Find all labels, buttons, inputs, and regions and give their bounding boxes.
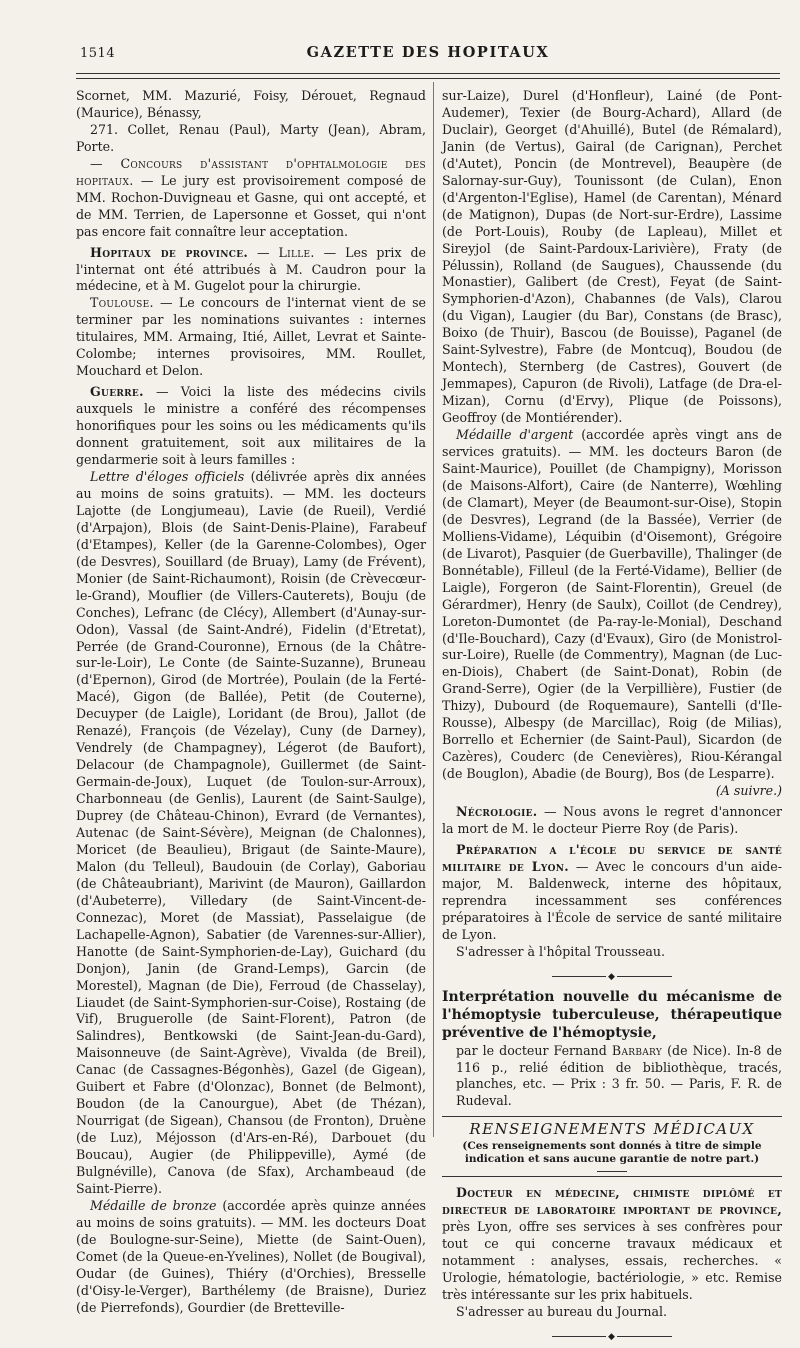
medaille-argent-heading: Médaille d'argent <box>456 427 574 443</box>
paragraph-names-continued: Scornet, MM. Mazurié, Foisy, Dérouet, Regnaud (Maurice), Bénassy, <box>76 88 426 120</box>
paragraph-guerre <box>76 384 426 469</box>
city-lille: Lille. <box>278 244 315 260</box>
renseignements-note: (Ces renseignements sont donnés à titre de simple indication et sans aucune garantie de notre part.) <box>462 1140 762 1166</box>
paragraph-bronze-continued: sur-Laize), Durel (d'Honfleur), Lainé (de Pont-Audemer), Texier (de Bourg-Achard), Allard (de Duclair), Georget (d'Ahuillé), Butel (de Rémalard), Janin (de Vertus), Gairal (de Carignan), Perchet (d'Autet), Poncin (de Montrevel), Beaupère (de Salornay-sur-Guy), Tounissont (de Culan), Enon (d'Argenton-l'Eglise), Hamel (de Carentan), Ménard (de Matignon), Dupas (de Nort-sur-Erdre), Lassime (de Port-Louis), Rouby (de Lapleau), Millet et Sireyjol (de Saint-Pardoux-Larivière), Fraty (de Pélussin), Rolland (de Saugues), Chaussende (du Monastier), Galibert (de Crest), Feyat (de Saint-Symphorien-d'Azon), Chabannes (de Vals), Clarou (du Vigan), Laugier (du Bar), Constans (de Brasc), Boixo (de Thuir), Bascou (de Bouisse), Paganel (de Saint-Sylvestre), Fabre (de Montcuq), Boudou (de Montech), Sternberg (de Castres), Gouvert (de Jemmapes), Capuron (de Rivoli), Latfage (de Dra-el-Mizan), Cornu (d'Ervy), Plique (de Poissons), Geoffroy (de Montiérender). <box>442 88 782 426</box>
advertisement-heading: Docteur en médecine, chimiste diplômé et directeur de laboratoire important de province, <box>442 1185 782 1218</box>
paragraph-ophtalmologie <box>76 156 426 241</box>
lettre-eloges-heading: Lettre d'éloges officiels <box>90 468 245 484</box>
page-number: 1514 <box>80 46 116 61</box>
book-author-prefix: par le docteur Fernand <box>456 1042 612 1058</box>
necrologie-heading: Nécrologie. <box>456 804 538 820</box>
province-heading: Hopitaux de province. <box>90 244 249 260</box>
continued-marker: (A suivre.) <box>715 783 782 799</box>
column-divider <box>433 82 434 1137</box>
left-column <box>76 88 426 1317</box>
preparation-heading: Préparation a l'école du service de santé militaire de Lyon. <box>442 841 782 874</box>
paragraph-lille <box>76 245 426 296</box>
right-column <box>442 88 782 1348</box>
paragraph-rank-271: 271. Collet, Renau (Paul), Marty (Jean), Abram, Porte. <box>76 121 426 154</box>
paragraph-preparation <box>442 842 782 944</box>
page-header <box>76 44 780 68</box>
toulouse-body: — Le concours de l'internat vient de se terminer par les nominations suivantes : internes titulaires, MM. Armaing, Itié, Aillet, Levrat et Sainte-Colombe; internes provisoires, MM. Roullet, Mouchard et Delon. <box>76 295 426 379</box>
city-toulouse: Toulouse. <box>90 295 154 311</box>
renseignements-title: RENSEIGNEMENTS MÉDICAUX <box>469 1120 755 1139</box>
paragraph-medaille-bronze <box>76 1198 426 1317</box>
paragraph-lettre-eloges <box>76 469 426 1198</box>
paragraph-necrologie <box>442 804 782 838</box>
advertisement-body: près Lyon, offre ses services à ses confrères pour tout ce qui concerne travaux médicaux et notamment : analyses, essais, recherches. « Urologie, hématologie, bactériologie, » etc. Remise très intéressante sur les prix habituels. <box>442 1219 782 1303</box>
final-ornament <box>442 1325 782 1342</box>
lille-body: — Les prix de l'internat ont été attribués à M. Caudron pour la médecine, et à M. Gugelot pour la chirurgie. <box>76 244 426 294</box>
medaille-argent-body: (accordée après vingt ans de services gratuits). — MM. les docteurs Baron (de Saint-Maurice), Pouillet (de Champigny), Morisson (de Maisons-Alfort), Caire (de Nanterre), Wœhling (de Clamart), Meyer (de Beaumont-sur-Oise), Stopin (de Desvres), Legrand (de la Bassée), Verrier (de Molliens-Vidame), Léquibin (d'Oisemont), Grégoire (de Livarot), Pasquier (de Guerbaville), Thalinger (de Bonnétable), Filleul (de la Ferté-Vidame), Bellier (de Laigle), Forgeron (de Saint-Florentin), Greuel (de Gérardmer), Henry (de Saulx), Coillot (de Cendrey), Loreton-Dumontet (de Pa-ray-le-Monial), Deschand (d'Ile-Bouchard), Cazy (d'Evaux), Giro (de Monistrol-sur-Loire), Ruelle (de Commentry), Magnan (de Luc-en-Diois), Chabert (de Saint-Donat), Robin (de Grand-Serre), Ogier (de la Verpillière), Fustier (de Thizy), Dubourd (de Roquemaure), Santelli (d'Ile-Rousse), Albespy (de Marcillac), Roig (de Milias), Borrello et Echernier (de Saint-Paul), Sicardon (de Cazères), Couderc (de Cenevières), Riou-Kérangal (de Bouglon), Abadie (de Bourg), Bos (de Lesparre). <box>442 427 782 782</box>
paragraph-medaille-argent <box>442 427 782 783</box>
guerre-body: — Voici la liste des médecins civils auxquels le ministre a conféré des récompenses honorifiques pour les soins ou les médicaments qu'ils donnent gratuitement, soit aux militaires de la gendarmerie soit à leurs familles : <box>76 384 426 468</box>
book-title: Interprétation nouvelle du mécanisme de l'hémoptysie tuberculeuse, thérapeutique préventive de l'hémoptysie, <box>442 988 782 1041</box>
paragraph-toulouse <box>76 295 426 380</box>
ophtalmologie-body: — Le jury est provisoirement composé de MM. Rochon-Duvigneau et Gasne, qui ont accepté, et de MM. Terrien, de Lapersonne et Gosset, qui n'ont pas encore fait connaître leur acceptation. <box>76 172 426 239</box>
book-publication-info: (de Nice). In-8 de 116 p., relié édition de bibliothèque, tracés, planches, etc. — Prix : 3 fr. 50. — Paris, F. R. de Rudeval. <box>456 1042 782 1109</box>
medaille-bronze-body: (accordée après quinze années au moins de soins gratuits). — MM. les docteurs Doat (de Boulogne-sur-Seine), Miette (de Saint-Ouen), Comet (de la Queue-en-Yvelines), Nollet (de Bougival), Oudar (de Guines), Thiéry (d'Orchies), Bresselle (d'Oisy-le-Verger), Barthélemy (de Braisne), Duriez (de Pierrefonds), Gourdier (de Bretteville- <box>76 1197 426 1315</box>
book-author: Barbary <box>611 1042 663 1058</box>
guerre-heading: Guerre. <box>90 384 144 400</box>
advertisement-address: S'adresser au bureau du Journal. <box>456 1304 668 1319</box>
header-rule-thin <box>76 78 780 79</box>
renseignements-box <box>442 1116 782 1177</box>
separator-ornament <box>442 965 782 982</box>
lettre-eloges-body: (délivrée après dix années au moins de soins gratuits). — MM. les docteurs Lajotte (de Longjumeau), Lavie (de Rueil), Verdié (d'Arpajon), Blois (de Saint-Denis-Plaine), Farabeuf (d'Etampes), Keller (de la Garenne-Colombes), Oger (de Desvres), Souillard (de Bruay), Lamy (de Frévent), Monier (de Saint-Richaumont), Roisin (de Crèvecœur-le-Grand), Mouflier (de Villers-Cauterets), Bouju (de Conches), Lefranc (de Clécy), Allembert (d'Aunay-sur-Odon), Vassal (de Saint-André), Fidelin (d'Etretat), Perrée (de Grand-Couronne), Ernous (de la Châtre-sur-le-Loir), Le Conte (de Sainte-Suzanne), Bruneau (d'Epernon), Girod (de Mortrée), Poulain (de la Ferté-Macé), Gigon (de Ballée), Petit (de Couterne), Decuyper (de Laigle), Loridant (de Brou), Jallot (de Renazé), François (de Vézelay), Cuny (de Darney), Vendrely (de Champagney), Légerot (de Baufort), Delacour (de Champagnole), Guillermet (de Saint-Germain-de-Joux), Luquet (de Toulon-sur-Arroux), Charbonneau (de Genlis), Laurent (de Saint-Saulge), Duprey (de Château-Chinon), Evrard (de Vernantes), Autenac (de Saint-Sévère), Meignan (de Chalonnes), Moricet (de Beaulieu), Brigaut (de Sainte-Maure), Malon (du Telleul), Baudouin (de Corlay), Gaboriau (de Châteaubriant), Marivint (de Mauron), Gaillardon (d'Aubeterre), Villedary (de Saint-Vincent-de-Connezac), Moret (de Massiat), Passelaigue (de Lachapelle-Agnon), Sabatier (de Varennes-sur-Allier), Hanotte (de Saint-Symphorien-de-Lay), Guichard (du Donjon), Janin (de Grand-Lemps), Garcin (de Morestel), Magnan (de Die), Ferroud (de Chasselay), Liaudet (de Saint-Symphorien-sur-Coise), Rostaing (de Vif), Bruguerolle (de Saint-Florent), Patron (de Salindres), Bentkowski (de Saint-Jean-du-Gard), Maisonneuve (de Saint-Agrève), Vivalda (de Breil), Canac (de Cassagnes-Bégonhès), Gazel (de Gigean), Guibert et Fabre (d'Olonzac), Bonnet (de Belmont), Boudon (de la Canourgue), Abet (de Thézan), Nourrigat (de Sigean), Chansou (de Fronton), Druène (de Luz), Méjosson (d'Ars-en-Ré), Darbouet (du Boucau), Augier (de Philippeville), Aymé (de Bulgnéville), Canova (de Sfax), Archambeaud (de Saint-Pierre). <box>76 468 426 1196</box>
paragraph-advertisement <box>442 1185 782 1304</box>
preparation-body: — Avec le concours d'un aide-major, M. Baldenweck, interne des hôpitaux, reprendra incessamment ses conférences préparatoires à l'École de service de santé militaire de Lyon. <box>442 858 783 942</box>
necrologie-body: — Nous avons le regret d'annoncer la mort de M. le docteur Pierre Roy (de Paris). <box>442 804 782 836</box>
journal-title: GAZETTE DES HOPITAUX <box>306 44 550 61</box>
medaille-bronze-heading: Médaille de bronze <box>90 1197 217 1213</box>
preparation-address: S'adresser à l'hôpital Trousseau. <box>456 943 666 959</box>
header-rule-thick <box>76 73 780 74</box>
dash: — <box>248 244 279 260</box>
ophtalmologie-heading: — Concours d'assistant d'ophtalmologie des hopitaux. <box>76 155 426 188</box>
book-details <box>442 1043 782 1111</box>
box-rule <box>597 1171 627 1172</box>
